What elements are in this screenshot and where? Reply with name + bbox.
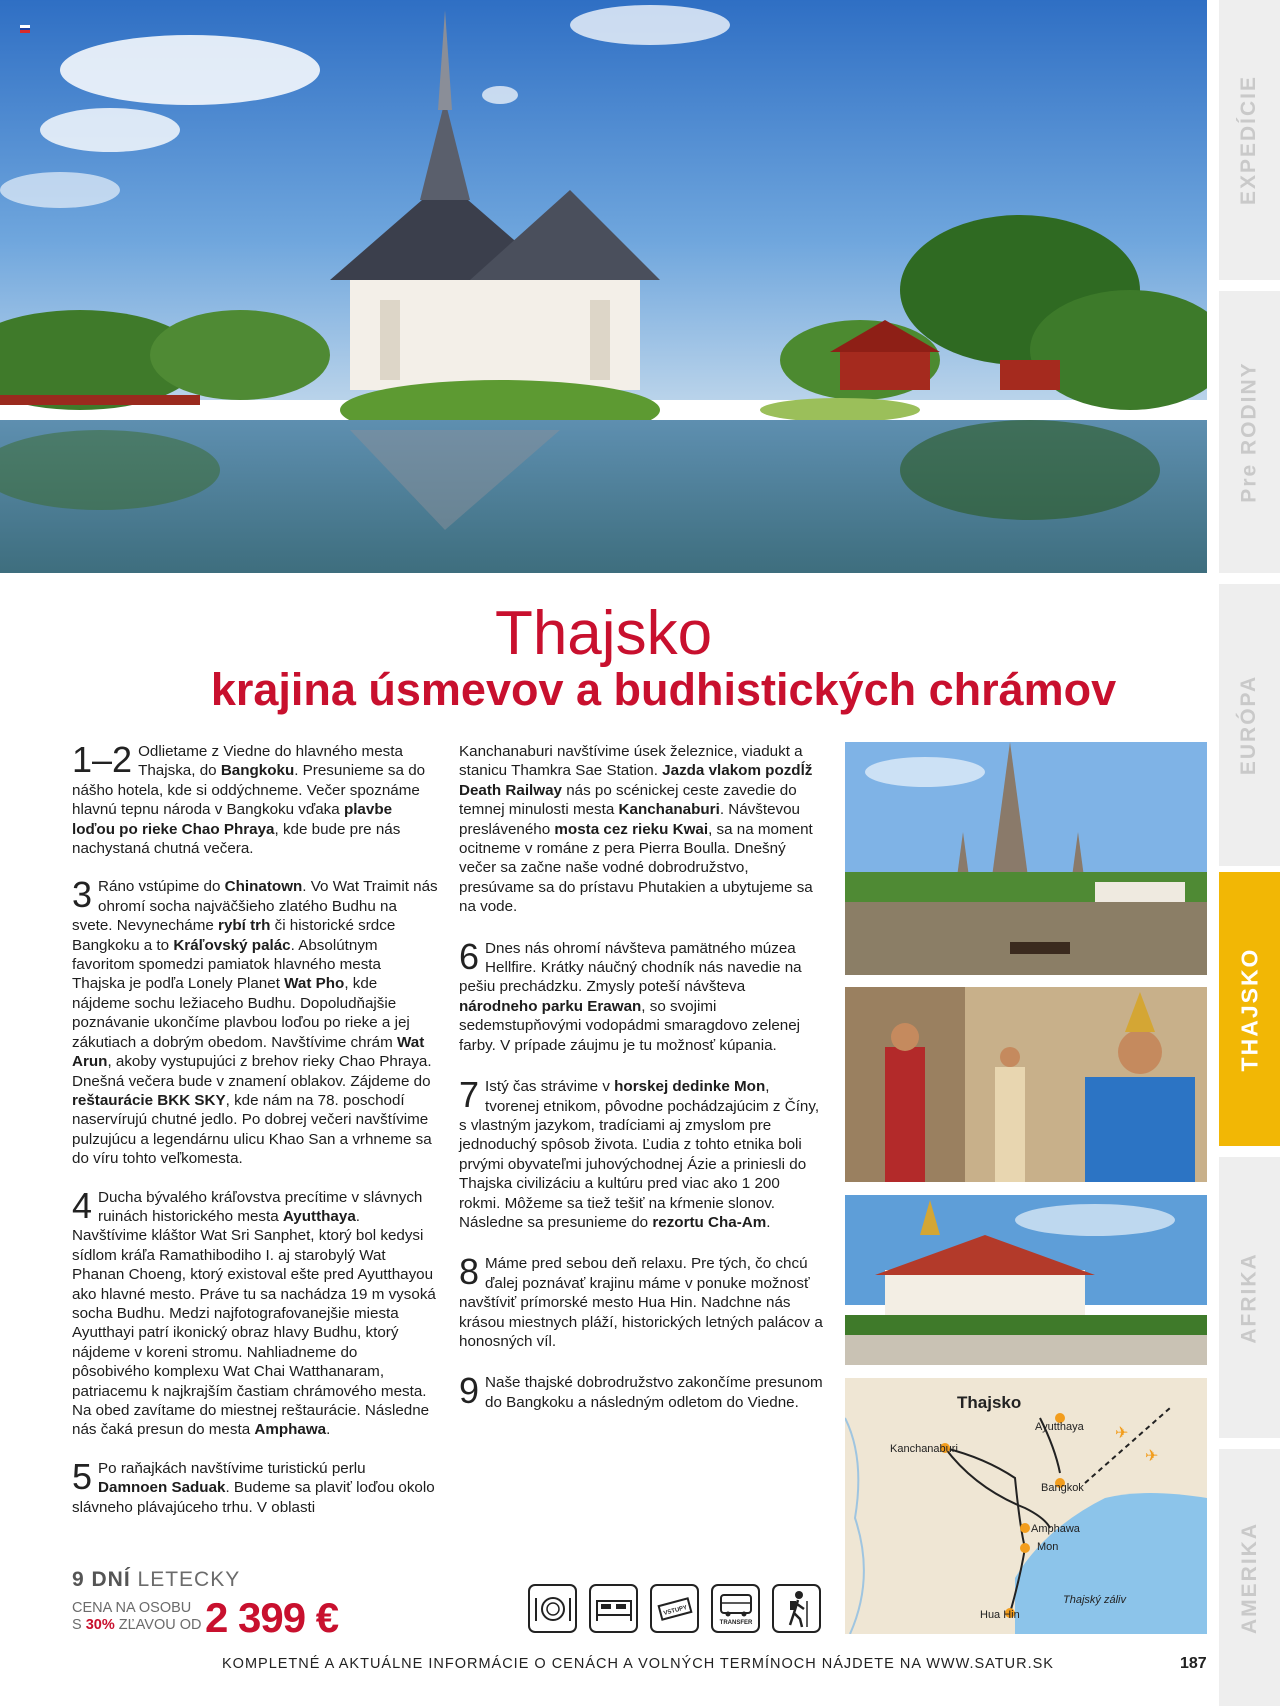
thai-dancers-photo xyxy=(845,987,1207,1182)
price-amount: 2 399 € xyxy=(205,1594,339,1641)
map-label-amphawa: Amphawa xyxy=(1031,1523,1080,1535)
grand-palace-photo xyxy=(845,1195,1207,1365)
ticket-icon xyxy=(650,1584,699,1633)
flag-icon xyxy=(20,20,30,28)
plane-icon: ✈ xyxy=(1115,1425,1129,1442)
itinerary-day-5: 5 Po raňajkách navštívime turistickú perlu Damnoen Saduak. Budeme sa plaviť loďou okolo slávneho plávajúceho trhu. V oblasti xyxy=(72,1455,435,1516)
bus-transfer-icon xyxy=(711,1584,760,1633)
tab-europa[interactable]: EURÓPA xyxy=(1219,584,1280,866)
map-label-gulf: Thajský záliv xyxy=(1063,1594,1126,1606)
page-subtitle: krajina úsmevov a budhistických chrámov xyxy=(210,664,1117,715)
services-icons xyxy=(528,1584,821,1633)
page-number: 187 xyxy=(1180,1655,1207,1672)
day-number: 8 xyxy=(459,1251,480,1293)
section-tabs xyxy=(1219,0,1280,1706)
day-number: 5 xyxy=(72,1455,93,1497)
plane-icon: ✈ xyxy=(1145,1448,1159,1465)
map-label-ayutthaya: Ayutthaya xyxy=(1035,1421,1084,1433)
day-number: 7 xyxy=(459,1074,480,1116)
itinerary-day-3: 3 Ráno vstúpime do Chinatown. Vo Wat Traimit nás ohromí socha najväčšieho zlatého Budhu na svete. Nevynecháme rybí trh či historické srdce Bangkoku a to Kráľovský palác. Absolútnym favoritom spomedzi pamiatok hlavného mesta Thajska je podľa Lonely Planet Wat Pho, kde nájdeme sochu ležiaceho Budhu. Dopoludňajšie poznávanie ukončíme plavbou loďou po rieke a jej zákutiach a dobrým obedom. Navštívime chrám Wat Arun, akoby vystupujúci z brehov rieky Chao Phraya. Dnešná večera bude v znamení oblakov. Zájdeme do reštaurácie BKK SKY, kde nám na 78. poschodí naservírujú chutné jedlo. Po dobrej večeri navštívime pulzujúcu a legendárnu ulicu Khao San a vrhneme sa do víru tohto veľkomesta. xyxy=(72,874,438,1168)
itinerary-day-4: 4 Ducha bývalého kráľovstva precítime v slávnych ruinách historického mesta Ayutthaya. Navštívime kláštor Wat Sri Sanphet, ktorý bol kedysi sídlom kráľa Ramathibodiho I. aj starobylý Wat Phanan Choeng, ktorý existoval ešte pred Ayutthayou ako hlavné mesto. Práve tu sa nachádza 19 m vysoká socha Budhu. Medzi najfotografovanejšie miesta Ayutthayi patrí ikonický obraz hlavy Budhu, ktorý nájdeme v koreni stromu. Nahliadneme do pôsobivého komplexu Wat Chai Watthanaram, patriacemu k najkrajším častiam chrámového mesta. Na obed zavítame do miestnej reštaurácie. Následne nás čaká presun do mesta Amphawa. xyxy=(72,1184,436,1439)
trip-duration: 9 DNÍ LETECKY xyxy=(72,1568,241,1591)
tab-expedicie[interactable]: EXPEDÍCIE xyxy=(1219,0,1280,280)
tab-amerika[interactable]: AMERIKA xyxy=(1219,1449,1280,1706)
itinerary-column-1 xyxy=(72,739,438,1536)
meals-icon xyxy=(528,1584,577,1633)
footer-info: KOMPLETNÉ A AKTUÁLNE INFORMÁCIE O CENÁCH A VOLNÝCH TERMÍNOCH NÁJDETE NA WWW.SATUR.SK xyxy=(222,1656,1054,1672)
day-number: 6 xyxy=(459,935,480,977)
map-title: Thajsko xyxy=(957,1393,1022,1412)
page-title: Thajsko xyxy=(494,599,713,668)
day-number: 3 xyxy=(72,874,93,916)
day-number: 4 xyxy=(72,1184,93,1226)
svg-text:TRANSFER: TRANSFER xyxy=(719,1619,752,1626)
bed-icon xyxy=(589,1584,638,1633)
itinerary-day-1-2: 1–2 Odlietame z Viedne do hlavného mesta Thajska, do Bangkoku. Presunieme sa do nášho hotela, kde si oddýchneme. Večer spoznáme hlavnú tepnu národa v Bangkoku vďaka plavbe loďou po rieke Chao Phraya, kde bude pre nás nachystaná chutná večera. xyxy=(72,739,426,858)
wat-arun-photo xyxy=(845,742,1207,975)
hiking-icon xyxy=(772,1584,821,1633)
itinerary-column-2 xyxy=(459,742,825,1434)
map-label-hua-hin: Hua Hin xyxy=(980,1609,1020,1621)
itinerary-day-7: 7 Istý čas strávime v horskej dedinke Mon, tvorenej etnikom, pôvodne pochádzajúcim z Číny, s vlastným jazykom, tradíciami aj zmyslom pre jednoduchý spôsob života. Ľudia z tohto etnika boli prvými obyvateľmi juhovýchodnej Ázie a priniesli do Thajska civilizáciu a kultúru pred viac ako 1 200 rokmi. Môžeme sa tiež tešiť na kŕmenie slonov. Následne sa presunieme do rezortu Cha-Am. xyxy=(459,1074,820,1231)
map-label-kanchanaburi: Kanchanaburi xyxy=(890,1443,958,1455)
itinerary-day-8: 8 Máme pred sebou deň relaxu. Pre tých, čo chcú ďalej poznávať krajinu máme v ponuke možnosť navštíviť prímorské mesto Hua Hin. Nadchne nás krásou miestnych pláží, historických letných palácov a honosných víl. xyxy=(459,1251,823,1350)
tab-afrika[interactable]: AFRIKA xyxy=(1219,1157,1280,1438)
itinerary-day-5-continued: Kanchanaburi navštívime úsek železnice, viadukt a stanicu Thamkra Sae Station. Jazda vlakom pozdĺž Death Railway nás po scénickej ceste zavedie do temnej minulosti mesta Kanchanaburi. Návštevou presláveného mosta cez rieku Kwai, sa na moment ocitneme v románe z pera Pierra Boulla. Dnešný večer sa začne naše vodné dobrodružstvo, presúvame sa do prístavu Phutakien a ubytujeme sa na vode. xyxy=(459,743,813,916)
day-number: 1–2 xyxy=(72,739,133,780)
tab-pre-rodiny[interactable]: Pre RODINY xyxy=(1219,291,1280,573)
hero-temple-photo xyxy=(0,0,1207,573)
itinerary-day-9: 9 Naše thajské dobrodružstvo zakončíme presunom do Bangkoku a následným odletom do Viedne. xyxy=(459,1370,823,1412)
price-label: CENA NA OSOBU S 30% ZĽAVOU OD xyxy=(72,1600,202,1633)
map-label-bangkok: Bangkok xyxy=(1041,1482,1084,1494)
route-map xyxy=(845,1378,1207,1634)
itinerary-day-6: 6 Dnes nás ohromí návšteva pamätného múzea Hellfire. Krátky náučný chodník nás navedie na pešiu prechádzku. Zmysly poteší návšteva národneho parku Erawan, so svojimi sedemstupňovými vodopádmi smaragdovo zelenej farby. V prípade záujmu je tu možnosť kúpania. xyxy=(459,935,802,1054)
day-number: 9 xyxy=(459,1370,480,1412)
tab-thajsko[interactable]: THAJSKO xyxy=(1219,872,1280,1146)
map-label-mon: Mon xyxy=(1037,1541,1059,1553)
svg-text:VSTUPY: VSTUPY xyxy=(662,1604,688,1617)
